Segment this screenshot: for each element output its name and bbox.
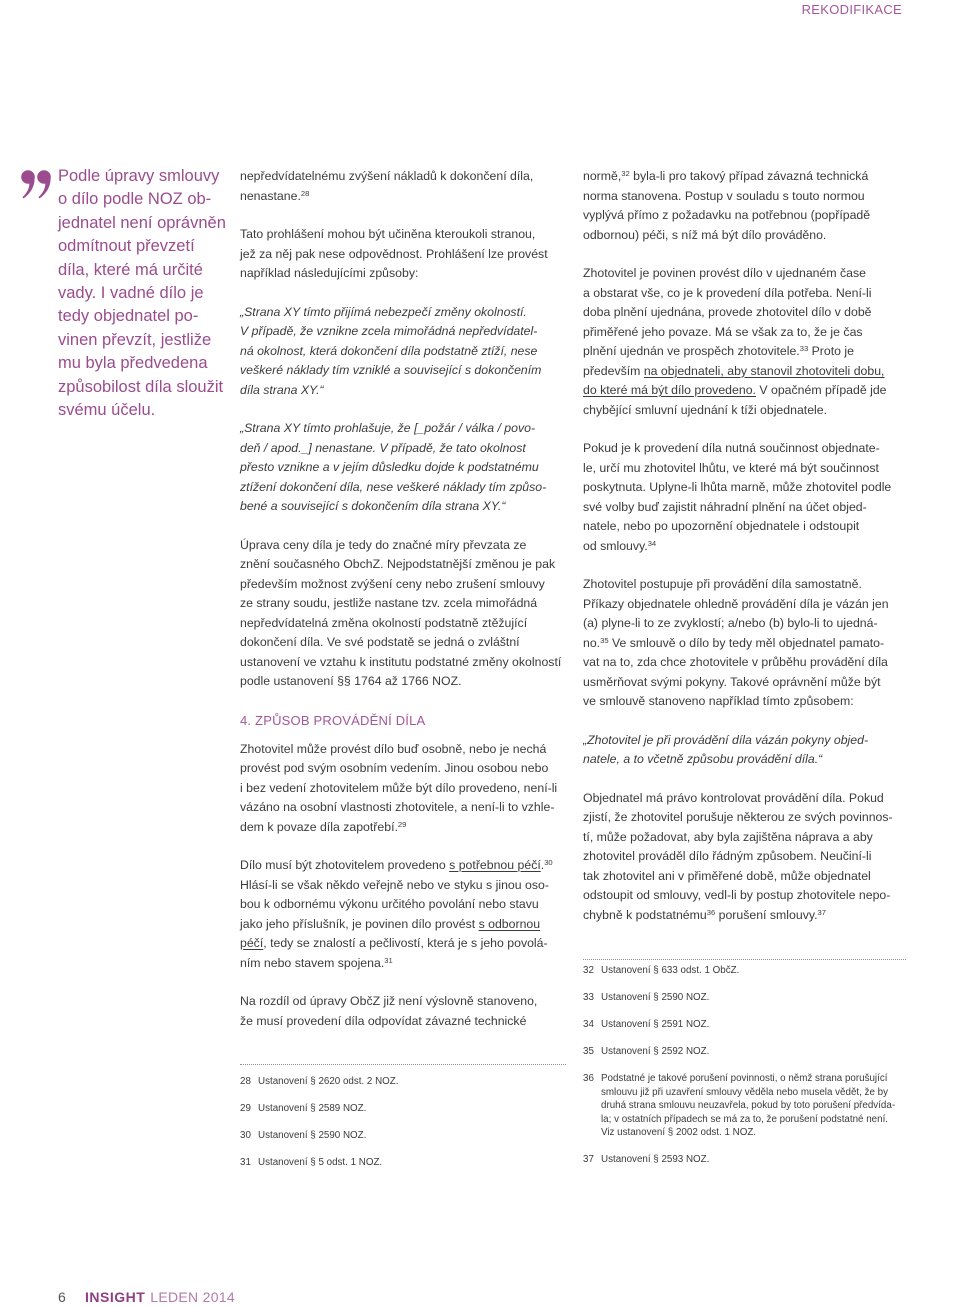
text-line: a obstarat vše, co je k provedení díla potřeba. Není-li: [583, 285, 872, 300]
footnote-text: [258, 1075, 399, 1089]
text-line: bené a související s dokončením díla strana XY.“: [240, 499, 506, 513]
text-line: [583, 906, 906, 926]
underlined-text: na objednateli, aby stanovil zhotoviteli dobu,: [643, 363, 885, 378]
footnote-number: 29: [240, 1103, 251, 1114]
footnote-ref: 35: [600, 635, 609, 645]
text-line: Zhotovitel postupuje při provádění díla samostatně.: [583, 577, 862, 591]
pull-quote-line: svému účelu.: [58, 401, 156, 420]
footnote: [240, 1075, 566, 1089]
text-line: zjistí, že zhotovitel porušuje některou ze svých povinnos-: [583, 810, 893, 824]
body-paragraph: [583, 575, 906, 712]
underlined-text: s potřebnou péčí: [449, 858, 541, 872]
text-span: nenastane.: [240, 188, 301, 203]
footnote-line: Ustanovení § 2590 NOZ.: [601, 992, 710, 1003]
text-line: tí, může požadovat, aby byla zajištěna náprava a aby: [583, 829, 873, 844]
text-line: Zhotovitel je povinen provést dílo v ujednaném čase: [583, 266, 866, 280]
body-paragraph: [240, 740, 566, 838]
text-line: vat na to, zda chce zhotovitele v průběhu provádění díla: [583, 655, 888, 669]
text-span: Proto je: [808, 344, 854, 358]
body-paragraph: [583, 439, 906, 556]
section-heading: 4. ZPŮSOB PROVÁDĚNÍ DÍLA: [240, 712, 426, 728]
body-paragraph: [240, 536, 566, 692]
text-line: [240, 818, 566, 838]
quoted-clause: [583, 731, 906, 770]
text-line: Úprava ceny díla je tedy do značné míry převzata ze: [240, 537, 527, 552]
pull-quote: [58, 165, 234, 422]
text-line: znění současného ObchZ. Nejpodstatnější změnou je pak: [240, 557, 556, 571]
page-number: 6: [58, 1289, 66, 1305]
footnote-ref: 30: [544, 857, 553, 867]
text-line: ze strany soudu, jestliže nastane tzv. zcela mimořádná: [240, 596, 538, 610]
text-line: [240, 934, 566, 954]
text-line: chybějící smluvní ujednání k tíži objednatele.: [583, 402, 828, 417]
footnote-ref: 31: [384, 955, 393, 965]
text-span: ním nebo stavem spojena.: [240, 955, 385, 970]
text-span: Dílo musí být zhotovitelem provedeno: [240, 858, 450, 872]
footnote-ref: 33: [799, 343, 809, 353]
footnote-ref: 34: [647, 538, 657, 548]
text-line: své volby buď zajistit náhradní plnění na účet objed-: [583, 499, 867, 514]
text-line: poskytnuta. Uplyne-li lhůta marně, může zhotovitel podle: [583, 480, 892, 494]
text-line: veškeré náklady tím vzniklé a související s dokončením: [240, 363, 542, 377]
text-line: ztížení dokončení díla, nese veškeré náklady tím způso-: [240, 479, 547, 494]
footnote-ref: 32: [621, 168, 630, 178]
text-line: ustanovení ve vztahu k institutu podstatné změny okolností: [240, 654, 562, 669]
text-line: [583, 381, 906, 401]
footnote-text: [601, 1153, 709, 1167]
text-line: nepředvídatelná změna okolností podstatně ztěžující: [240, 615, 528, 630]
text-line: jež za něj pak nese odpovědnost. Prohlášení lze provést: [240, 246, 548, 261]
quote-mark-icon: [21, 170, 53, 200]
quoted-clause: [240, 419, 566, 517]
text-line: [240, 856, 566, 876]
text-line: odstoupit od smlouvy, vedl-li by postup zhotovitele nepo-: [583, 888, 891, 902]
pull-quote-line: vinen převzít, jestliže: [58, 330, 212, 349]
text-line: například následujícími způsoby:: [240, 266, 419, 280]
text-line: odbornou) péči, s níž má být dílo prováděno.: [583, 227, 827, 242]
footnote: [240, 1102, 566, 1116]
right-column: [583, 167, 906, 1165]
magazine-name: INSIGHT: [85, 1289, 146, 1305]
text-line: podle ustanovení §§ 1764 až 1766 NOZ.: [240, 674, 462, 688]
issue-label: LEDEN 2014: [150, 1289, 235, 1305]
text-line: [583, 537, 906, 557]
footnote-line: Ustanovení § 633 odst. 1 ObčZ.: [601, 965, 740, 976]
footnote-text: [601, 964, 739, 978]
text-span: porušení smlouvy.: [715, 907, 818, 922]
text-line: provést pod svým osobním vedením. Jinou osobou nebo: [240, 761, 549, 775]
page-footer: [58, 1288, 235, 1306]
footnote: [583, 964, 906, 978]
text-line: dokončení díla. Ve své podstatě se jedná o zvláštní: [240, 635, 520, 649]
footnote: [583, 1153, 906, 1167]
text-line: (a) plyne-li to ze zvyklostí; a/nebo (b) bylo-li to ujedná-: [583, 616, 878, 630]
text-line: natele, nebo po upozornění objednatele i odstoupit: [583, 519, 860, 533]
text-line: V případě, že vznikne zcela mimořádná nepředvídatel-: [240, 324, 538, 338]
underlined-text: péčí: [240, 936, 264, 950]
text-line: Objednatel má právo kontrolovat provádění díla. Pokud: [583, 790, 884, 805]
text-line: Tato prohlášení mohou být učiněna kteroukoli stranou,: [240, 227, 536, 241]
text-line: především možnost zvýšení ceny nebo zrušení smlouvy: [240, 576, 545, 591]
footnote-text: [601, 1072, 895, 1140]
footnote-line: Ustanovení § 2593 NOZ.: [601, 1154, 710, 1165]
text-line: usměrňovat svými pokyny. Takové oprávnění může být: [583, 674, 881, 689]
text-line: [583, 362, 906, 382]
text-span: V opačném případě jde: [755, 383, 887, 397]
text-span: .: [540, 858, 545, 872]
text-line: ná okolnost, která dokončení díla podstatně ztíží, nese: [240, 343, 538, 358]
footnote-text: [258, 1156, 382, 1170]
footnote: [583, 1018, 906, 1032]
footnote-ref: 29: [397, 819, 407, 829]
text-line: doba plnění ujednána, provede zhotovitel dílo v době: [583, 305, 872, 319]
text-span: dem k povaze díla zapotřebí.: [240, 819, 398, 834]
footnote-number: 36: [583, 1073, 594, 1084]
body-paragraph: [583, 789, 906, 926]
footnote-number: 30: [240, 1130, 251, 1141]
footnote-line: Ustanovení § 5 odst. 1 NOZ.: [258, 1157, 383, 1168]
pull-quote-line: odmítnout převzetí: [58, 237, 195, 256]
footnote-line: Ustanovení § 2589 NOZ.: [258, 1103, 367, 1114]
footnote-ref: 28: [300, 188, 310, 198]
footnote-line: la; v ostatních případech se má za to, že porušení podstatné není.: [601, 1113, 889, 1125]
footnote-text: [258, 1129, 366, 1143]
pull-quote-line: způsobilost díla sloužit: [58, 377, 224, 396]
body-paragraph: [583, 264, 906, 420]
pull-quote-line: Podle úpravy smlouvy: [58, 167, 220, 185]
pull-quote-line: mu byla předvedena: [58, 354, 208, 373]
footnote-ref: 36: [706, 907, 716, 917]
text-line: [583, 342, 906, 362]
footnote-ref: 37: [817, 907, 826, 917]
footnotes: [240, 1064, 566, 1183]
text-line: [240, 187, 566, 207]
body-paragraph: [240, 167, 566, 206]
footnotes: [583, 959, 906, 1180]
text-line: Pokud je k provedení díla nutná součinnost objednate-: [583, 441, 880, 455]
text-line: zhotovitel prováděl dílo řádným způsobem. Neučiní-li: [583, 849, 872, 863]
footnote-line: Ustanovení § 2620 odst. 2 NOZ.: [258, 1076, 399, 1087]
footnote-number: 34: [583, 1019, 594, 1030]
text-line: „Zhotovitel je při provádění díla vázán pokyny objed-: [583, 732, 869, 747]
footnote-line: Viz ustanovení § 2002 odst. 1 NOZ.: [601, 1127, 757, 1138]
underlined-text: do které má být dílo provedeno.: [583, 383, 756, 397]
text-line: natele, a to včetně způsobu provádění díla.“: [583, 752, 823, 766]
text-span: především: [583, 363, 644, 378]
text-line: ve smlouvě stanoveno například tímto způsobem:: [583, 694, 854, 708]
text-line: „Strana XY tímto přijímá nebezpečí změny okolností.: [240, 304, 527, 319]
footnote: [583, 991, 906, 1005]
text-line: Na rozdíl od úpravy ObčZ již není výslovně stanoveno,: [240, 994, 538, 1008]
column-body: [240, 167, 566, 1031]
footnote: [583, 1072, 906, 1140]
body-paragraph: [240, 992, 566, 1031]
footnote-text: [601, 991, 709, 1005]
section-label: REKODIFIKACE: [801, 2, 902, 17]
text-line: přesto vznikne a v jejím důsledku dojde k podstatnému: [240, 460, 539, 474]
text-line: vázáno na osobní vlastnosti zhotovitele, a není-li to vzhle-: [240, 800, 555, 814]
footnote: [240, 1129, 566, 1143]
text-line: [240, 915, 566, 935]
quoted-clause: [240, 303, 566, 401]
footnote-number: 32: [583, 965, 594, 976]
text-line: vyplývá přímo z požadavku na potřebnou (popřípadě: [583, 208, 871, 222]
text-span: od smlouvy.: [583, 538, 648, 553]
footnote-line: druhá strana smlouvu neuzavřela, pokud by toto porušení předvída-: [601, 1100, 896, 1111]
text-line: [583, 634, 906, 654]
pull-quote-line: o dílo podle NOZ ob-: [58, 190, 212, 209]
middle-column: [240, 167, 566, 1168]
text-line: i bez vedení zhotovitelem může být dílo provedeno, není-li: [240, 780, 558, 795]
text-line: „Strana XY tímto prohlašuje, že [_požár / válka / povo-: [240, 421, 536, 435]
footnote-number: 31: [240, 1157, 251, 1168]
pull-quote-line: jednatel není oprávněn: [58, 213, 226, 232]
footnote-text: [601, 1045, 709, 1059]
body-paragraph: [583, 167, 906, 245]
footnote-text: [258, 1102, 366, 1116]
footnote-line: smlouvu již při uzavření smlouvy věděla nebo musela vědět, že by: [601, 1086, 888, 1098]
text-line: že musí provedení díla odpovídat závazné technické: [240, 1013, 527, 1028]
underlined-text: s odbornou: [478, 916, 541, 931]
text-span: normě,: [583, 169, 622, 183]
body-paragraph: [240, 225, 566, 284]
text-line: tak zhotovitel ani v přiměřené době, může objednatel: [583, 868, 871, 883]
footnote-number: 28: [240, 1076, 251, 1087]
footnote-text: [601, 1018, 709, 1032]
footnote-number: 33: [583, 992, 594, 1003]
text-span: plnění ujednán ve prospěch zhotovitele.: [583, 344, 800, 358]
column-body: [583, 167, 906, 925]
footnote-line: Ustanovení § 2590 NOZ.: [258, 1130, 367, 1141]
text-span: chybně k podstatnému: [583, 907, 707, 922]
text-line: Příkazy objednatele ohledně provádění díla je vázán jen: [583, 596, 889, 611]
body-paragraph: [240, 856, 566, 973]
text-span: Ve smlouvě o dílo by tedy měl objednatel pamato-: [608, 635, 885, 650]
text-line: le, určí mu zhotovitel lhůtu, ve které má být součinnost: [583, 460, 879, 475]
text-line: přiměřené jeho povaze. Má se však za to, že je čas: [583, 324, 863, 339]
text-line: díla strana XY.“: [240, 382, 324, 397]
text-line: [583, 167, 906, 187]
footnote-line: Podstatné je takové porušení povinnosti, o němž strana porušující: [601, 1073, 888, 1084]
text-line: Zhotovitel může provést dílo buď osobně, nebo je nechá: [240, 741, 547, 756]
text-line: bou k odbornému výkonu určitého povolání nebo stavu: [240, 897, 539, 911]
text-span: byla-li pro takový případ závazná technická: [629, 169, 869, 183]
text-span: jako jeho příslušník, je povinen dílo provést: [240, 916, 479, 931]
footnote-number: 35: [583, 1046, 594, 1057]
text-line: Hlásí-li se však někdo veřejně nebo ve styku s jinou oso-: [240, 877, 549, 892]
pull-quote-line: vady. I vadné dílo je: [58, 284, 204, 303]
footnote-line: Ustanovení § 2592 NOZ.: [601, 1046, 710, 1057]
text-span: , tedy se znalostí a pečlivostí, která je s jeho povolá-: [263, 936, 548, 950]
text-line: [240, 954, 566, 974]
footnote: [240, 1156, 566, 1170]
text-line: deň / apod._] nenastane. V případě, že tato okolnost: [240, 440, 526, 455]
pull-quote-line: díla, které má určité: [58, 260, 203, 279]
text-span: no.: [583, 635, 601, 650]
footnote-line: Ustanovení § 2591 NOZ.: [601, 1019, 710, 1030]
footnote-number: 37: [583, 1154, 594, 1165]
pull-quote-line: tedy objednatel po-: [58, 307, 199, 326]
text-line: norma stanovena. Postup v souladu s touto normou: [583, 188, 865, 203]
text-line: nepředvídatelnému zvýšení nákladů k dokončení díla,: [240, 169, 534, 183]
footnote: [583, 1045, 906, 1059]
